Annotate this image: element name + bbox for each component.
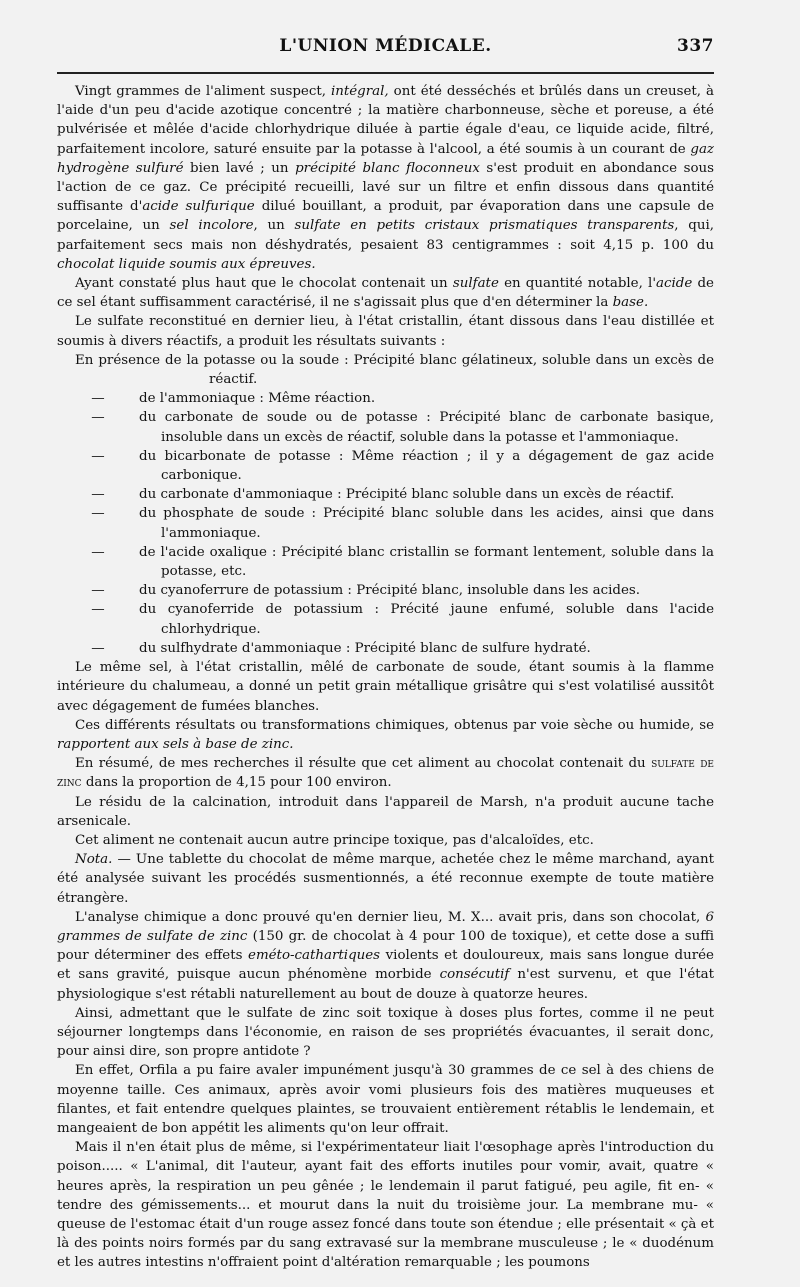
text-segment: (150 gr. de chocolat à 4 pour 100 de toxique), et cette dose a suffi pour déterminer des effets — [57, 928, 715, 964]
dash-mark: — — [91, 410, 105, 426]
dash-mark: — — [91, 506, 105, 522]
text-segment: s'est produit en abondance sous l'action de ce gaz. Ce précipité recueilli, lavé sur un filtre et enfin dissous dans quantité suffisante d' — [57, 160, 715, 215]
text-segment: L'analyse chimique a donc prouvé qu'en dernier lieu, M. X... avait pris, dans son chocolat, — [75, 909, 706, 925]
text-segment: Vingt grammes de l'aliment suspect, — [75, 84, 331, 99]
paragraphs-bottom — [57, 658, 714, 1273]
text-segment: sel incolore — [169, 218, 254, 234]
page-number: 337 — [677, 36, 714, 56]
text-segment: Ainsi, admettant que le sulfate de zinc soit toxique à doses plus fortes, comme il ne peut séjourner longtemps dans l'économie, en raison de ses propriétés évacuantes, il serait donc, pour ainsi dire, son propre antidote ? — [57, 1005, 714, 1060]
dash-mark: — — [91, 391, 105, 407]
paragraph-p10 — [57, 908, 714, 1004]
text-segment: consécutif — [439, 967, 510, 983]
text-segment: intégral, — [330, 84, 389, 99]
text-segment: En effet, Orfila a pu faire avaler impunément jusqu'à 30 grammes de ce sel à des chiens de moyenne taille. Ces animaux, après avoir vomi plusieurs fois des matières muqueuses et filantes, et fait entendre quelques plaintes, se trouvaient entièrement rétablis le lendemain, et mangeaient de bon appétit les aliments qu'on leur offrait. — [57, 1063, 714, 1136]
reagent-text: du sulfhydrate d'ammoniaque : Précipité blanc de sulfure hydraté. — [139, 640, 591, 656]
paragraph-p1 — [57, 82, 714, 274]
paragraphs-top — [57, 82, 714, 351]
reagent-item — [57, 543, 714, 581]
paragraph-p7 — [57, 793, 714, 831]
paragraph-p9 — [57, 850, 714, 908]
text-segment: n'est survenu, et que l'état physiologique s'est rétabli naturellement au bout de douze à quatorze heures. — [57, 967, 714, 1002]
text-segment: Nota. — [75, 852, 113, 868]
reagent-item — [57, 639, 714, 658]
text-segment: Cet aliment ne contenait aucun autre principe toxique, pas d'alcaloïdes, etc. — [75, 832, 594, 848]
reagent-text: de l'acide oxalique : Précipité blanc cristallin se formant lentement, soluble dans la potasse, etc. — [139, 544, 714, 580]
reagent-item — [57, 389, 714, 408]
reagent-text: du bicarbonate de potasse : Même réaction ; il y a dégagement de gaz acide carbonique. — [139, 448, 714, 484]
dash-mark: — — [91, 448, 105, 464]
reagent-text: du cyanoferrure de potassium : Précipité blanc, insoluble dans les acides. — [139, 583, 641, 599]
reagent-item — [57, 600, 714, 638]
paragraph-p8 — [57, 831, 714, 850]
text-segment: 6 grammes de sulfate de zinc — [57, 909, 714, 944]
text-segment: sulfate de zinc — [57, 756, 714, 791]
text-segment: violents et douloureux, mais sans longue durée et sans gravité, puisque aucun phénomène morbide — [57, 948, 714, 983]
text-segment: Le résidu de la calcination, introduit dans l'appareil de Marsh, n'a produit aucune tache arsenicale. — [57, 794, 714, 829]
reagent-item — [57, 504, 714, 542]
paragraph-p3 — [57, 312, 714, 350]
text-segment: bien lavé ; un — [183, 160, 296, 176]
text-segment: Ayant constaté plus haut que le chocolat contenait un — [75, 276, 453, 292]
dash-mark: — — [91, 602, 105, 618]
dash-mark: — — [91, 640, 105, 656]
text-segment: Ces différents résultats ou transformations chimiques, obtenus par voie sèche ou humide, se — [75, 717, 714, 733]
reagent-item — [57, 447, 714, 485]
reagent-text: du carbonate de soude ou de potasse : Précipité blanc de carbonate basique, insoluble dans un excès de réactif, soluble dans la potasse et l'ammoniaque. — [139, 410, 714, 445]
text-segment: ont été desséchés et brûlés dans un creuset, à l'aide d'un peu d'acide azotique concentré ; la matière charbonneuse, sèche et poreuse, a été pulvérisée et mêlée d'acide chlorhydrique diluée à partie égale d'eau, ce liquide acide, filtré, parfaitement incolore, saturé ensuite par la potasse à l'alcool, a été soumis à un courant de — [57, 84, 714, 157]
reagent-item — [57, 351, 714, 389]
text-segment: , qui, parfaitement secs mais non déshydratés, pesaient 83 centigrammes : soit 4,15 p. 100 du — [57, 218, 714, 253]
text-segment: En résumé, de mes recherches il résulte que cet aliment au chocolat contenait du — [75, 756, 652, 772]
reagent-list — [57, 351, 714, 658]
text-segment: en quantité notable, l' — [498, 276, 657, 292]
text-segment: Le même sel, à l'état cristallin, mêlé de carbonate de soude, étant soumis à la flamme intérieure du chalumeau, a donné un petit grain métallique grisâtre qui s'est volatilisé aussitôt avec dégagement de fumées blanches. — [57, 660, 714, 714]
text-segment: base. — [612, 295, 649, 311]
text-segment: de ce sel étant suffisamment caractérisé, il ne s'agissait plus que d'en déterminer la — [57, 276, 714, 311]
article-body — [57, 82, 714, 1273]
reagent-text: de l'ammoniaque : Même réaction. — [139, 391, 376, 407]
dash-mark: — — [91, 583, 105, 599]
text-segment: chocolat liquide soumis aux épreuves. — [57, 256, 316, 272]
reagent-text: du carbonate d'ammoniaque : Précipité blanc soluble dans un excès de réactif. — [139, 487, 675, 503]
paragraph-p2 — [57, 274, 714, 312]
paragraph-p6 — [57, 754, 714, 792]
reagent-text: En présence de la potasse ou la soude : Précipité blanc gélatineux, soluble dans un excès de réactif. — [75, 352, 714, 388]
paragraph-p12 — [57, 1061, 714, 1138]
text-segment: acide — [656, 276, 693, 292]
reagent-item — [57, 581, 714, 600]
reagent-item — [57, 408, 714, 446]
text-segment: Le sulfate reconstitué en dernier lieu, à l'état cristallin, étant dissous dans l'eau distillée et soumis à divers réactifs, a produit les résultats suivants : — [57, 314, 714, 349]
paragraph-p13 — [57, 1138, 714, 1272]
text-segment: sulfate en petits cristaux prismatiques transparents — [294, 218, 675, 234]
header-rule — [57, 72, 714, 74]
dash-mark: — — [91, 544, 105, 560]
paragraph-p11 — [57, 1004, 714, 1062]
text-segment: dans la proportion de 4,15 pour 100 environ. — [81, 775, 392, 791]
paragraph-p5 — [57, 716, 714, 754]
reagent-text: du phosphate de soude : Précipité blanc soluble dans les acides, ainsi que dans l'ammoniaque. — [139, 506, 714, 541]
paragraph-p4 — [57, 658, 714, 716]
journal-title: L'UNION MÉDICALE. — [279, 36, 492, 56]
running-header — [57, 36, 714, 66]
text-segment: précipité blanc floconneux — [295, 160, 480, 176]
text-segment: rapportent aux sels à base de zinc. — [57, 736, 294, 752]
text-segment: — Une tablette du chocolat de même marque, achetée chez le même marchand, ayant été analysée suivant les procédés susmentionnés, a été reconnue exempte de toute matière étrangère. — [57, 852, 714, 906]
text-segment: Mais il n'en était plus de même, si l'expérimentateur liait l'œsophage après l'introduction du poison..... « L'animal, dit l'auteur, ayant fait des efforts inutiles pour vomir, avait, quatre « heures après, la respiration un peu gênée ; le lendemain il parut fatigué, peu agile, fit en- « tendre des gémissements... et mourut dans la nuit du troisième jour. La membrane mu- « queuse de l'estomac était d'un rouge assez foncé dans toute son étendue ; elle présentait « çà et là des points noirs formés par du sang extravasé sur la membrane musculeuse ; le « duodénum et les autres intestins n'offraient point d'altération remarquable ; les poumons — [57, 1140, 714, 1271]
reagent-text: du cyanoferride de potassium : Précité jaune enfumé, soluble dans l'acide chlorhydrique. — [139, 602, 714, 637]
dash-mark: — — [91, 487, 105, 503]
text-segment: acide sulfurique — [142, 199, 255, 215]
text-segment: gaz hydrogène sulfuré — [57, 141, 714, 176]
reagent-item — [57, 485, 714, 504]
text-segment: , un — [253, 218, 295, 234]
text-segment: eméto-cathartiques — [248, 948, 381, 964]
text-segment: sulfate — [452, 276, 499, 292]
text-segment: dilué bouillant, a produit, par évaporation dans une capsule de porcelaine, un — [57, 199, 714, 234]
